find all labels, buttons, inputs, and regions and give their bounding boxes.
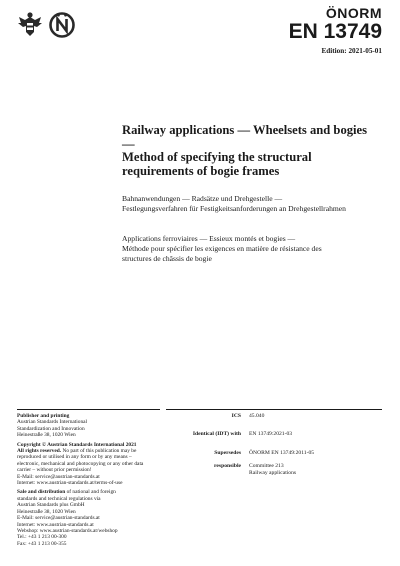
rights-reserved: All rights reserved. — [17, 448, 62, 455]
german-title-line: Festlegungsverfahren für Festigkeitsanforderungen an Drehgestellrahmen — [122, 204, 346, 213]
sale-text: of national and foreign — [66, 489, 116, 496]
telephone: Tel.: +43 1 213 00-300 — [17, 534, 67, 541]
sale-block — [17, 489, 163, 547]
french-title-line: Méthode pour spécifier les exigences en matière de résistance des — [122, 244, 322, 253]
webshop: Webshop: www.austrian-standards.at/webshop — [17, 527, 118, 534]
ics-row — [166, 413, 382, 419]
rights-text: electronic, mechanical and photocopying or any other data — [17, 460, 144, 467]
divider-right — [166, 409, 382, 410]
title-line: Railway applications — Wheelsets and bogies — — [122, 123, 368, 151]
rights-text: No part of this publication may be — [62, 448, 137, 455]
german-title-line: Bahnanwendungen — Radsätze und Drehgestelle — — [122, 194, 283, 203]
identical-row — [166, 431, 382, 437]
publisher-line: Standardization and Innovation — [17, 425, 85, 432]
french-title — [122, 234, 384, 264]
publisher-info — [17, 413, 163, 550]
committee-name: Railway applications — [249, 469, 297, 476]
identical-label: Identical (IDT) with — [192, 431, 241, 438]
ics-value: 45.040 — [249, 413, 265, 419]
responsible-label: responsible — [214, 463, 241, 470]
logo-group — [17, 11, 75, 38]
terms-link: Internet: www.austrian-standards.at/terms-of-use — [17, 480, 123, 487]
fax: Fax: +43 1 213 00-355 — [17, 540, 67, 547]
publisher-line: Heinestraße 38, 1020 Wien — [17, 432, 76, 439]
publisher-heading: Publisher and printing — [17, 413, 70, 419]
sale-heading: Sale and distribution — [17, 489, 66, 496]
publisher-block — [17, 413, 163, 439]
rights-text: reproduced or utilised in any form or by any means – — [17, 454, 132, 461]
standard-identifier — [289, 6, 382, 43]
standard-number: EN 13749 — [288, 20, 382, 43]
french-title-line: structures de châssis de bogie — [122, 254, 212, 263]
title-line: Method of specifying the structural — [122, 150, 312, 164]
responsible-row — [166, 463, 382, 476]
rights-text: carrier – without prior permission! — [17, 467, 92, 474]
title-line: requirements of bogie frames — [122, 163, 280, 178]
austrian-eagle-logo — [17, 11, 43, 38]
french-title-line: Applications ferroviaires — Essieux montés et bogies — — [122, 234, 296, 243]
sale-internet: Internet: www.austrian-standards.at — [17, 521, 94, 528]
copyright-block — [17, 442, 163, 487]
divider-left — [17, 409, 160, 410]
edition-date: Edition: 2021-05-01 — [321, 47, 382, 55]
committee-number: Committee 213 — [249, 463, 284, 470]
sale-text: Heinestraße 38, 1020 Wien — [17, 508, 76, 515]
document-title — [122, 124, 382, 178]
supersedes-row — [166, 450, 382, 456]
identical-value: EN 13749:2021-03 — [249, 431, 293, 438]
publisher-email: E-Mail: service@austrian-standards.at — [17, 473, 100, 480]
sale-text: Austrian Standards plus GmbH — [17, 502, 85, 509]
copyright-heading: Copyright © Austrian Standards International 2021 — [17, 441, 137, 448]
supersedes-value: ÖNORM EN 13749:2011-05 — [249, 449, 315, 456]
german-title — [122, 194, 384, 214]
supersedes-label: Supersedes — [214, 449, 241, 456]
on-standards-logo — [49, 12, 75, 38]
sale-email: E-Mail: service@austrian-standards.at — [17, 515, 100, 522]
sale-text: standards and technical regulations via — [17, 495, 101, 502]
standard-metadata — [166, 413, 382, 476]
publisher-line: Austrian Standards International — [17, 419, 88, 426]
ics-label: ICS — [231, 413, 241, 419]
responsible-value — [249, 463, 382, 476]
standard-prefix: ÖNORM — [325, 5, 382, 21]
